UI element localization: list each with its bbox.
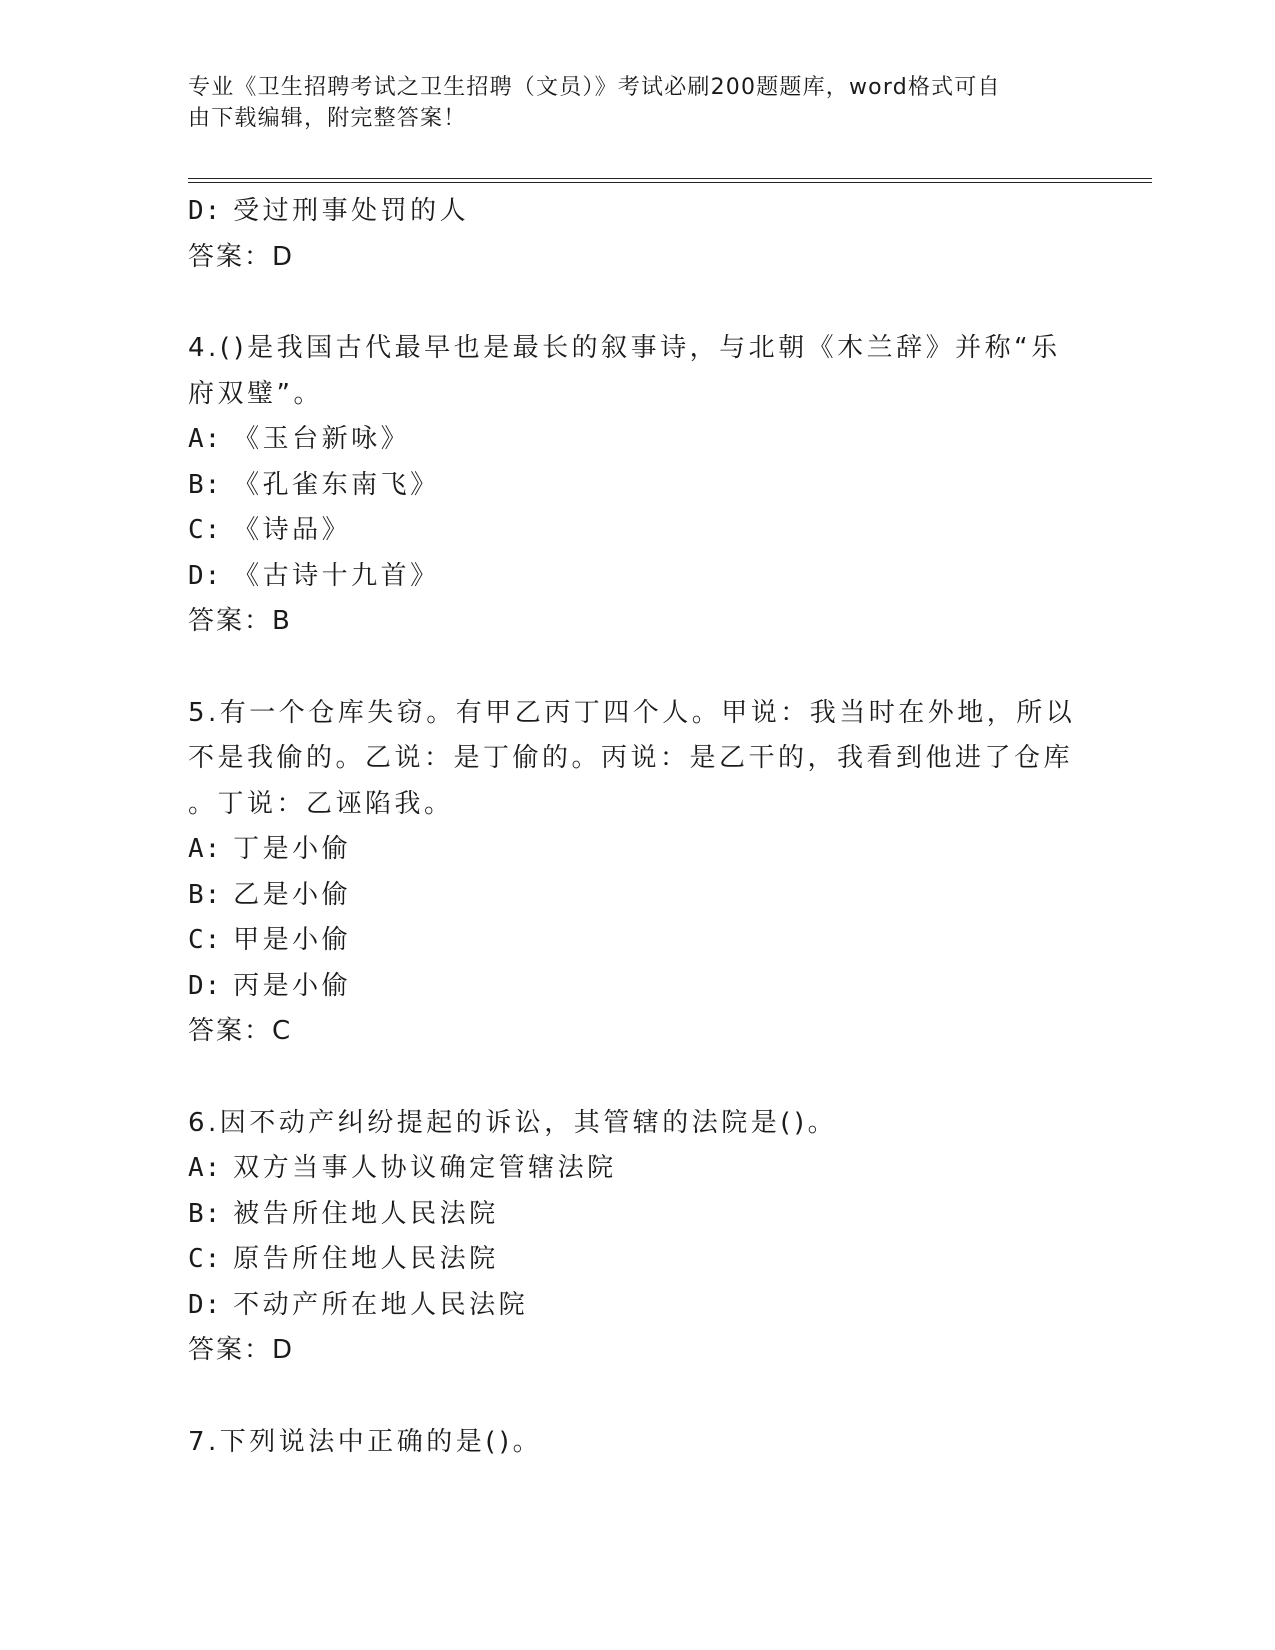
question-stem [188,691,1088,828]
spacer [188,1374,1088,1420]
question-3-tail [188,189,1088,280]
spacer [188,280,1088,326]
option-a [188,417,1088,463]
option-d [188,554,1088,600]
option-c [188,1237,1088,1283]
stem-line: 7.下列说法中正确的是()。 [188,1426,543,1457]
stem-line: 府双璧”。 [188,378,323,409]
option-a [188,827,1088,873]
answer-line: 答案：D [188,1335,295,1365]
stem-line: 6.因不动产纠纷提起的诉讼，其管辖的法院是()。 [188,1107,838,1138]
option-b [188,1192,1088,1238]
option-a [188,1146,1088,1192]
option-text: 丁是小偷 [233,834,352,864]
option-d [188,964,1088,1010]
option-b [188,463,1088,509]
header-divider-top [188,178,1152,179]
answer-line: 答案：D [188,241,295,272]
option-text: 丙是小偷 [233,970,352,1001]
stem-line: 不是我偷的。乙说：是丁偷的。丙说：是乙干的，我看到他进了仓库 [188,743,1074,773]
stem-line: 。丁说：乙诬陷我。 [188,788,454,819]
option-text: 甲是小偷 [233,925,352,955]
question-7 [188,1420,1088,1466]
question-5 [188,691,1088,1055]
spacer [188,645,1088,691]
option-text: 《孔雀东南飞》 [233,469,440,500]
option-key: D: [188,560,222,591]
stem-line: 5.有一个仓库失窃。有甲乙丙丁四个人。甲说：我当时在外地，所以 [188,697,1076,728]
option-text: 双方当事人协议确定管辖法院 [233,1153,617,1183]
option-text: 乙是小偷 [233,879,352,910]
option-d [188,1283,1088,1329]
question-4 [188,326,1088,645]
option-text: 《古诗十九首》 [233,560,440,591]
option-text: 《玉台新咏》 [233,424,411,454]
option-key: B: [188,1198,222,1229]
question-list [188,189,1088,1465]
option-text: 不动产所在地人民法院 [233,1289,529,1320]
option-key: C: [188,925,222,955]
answer-line: 答案：B [188,606,292,636]
option-c [188,918,1088,964]
document-header [188,72,1068,134]
option-key: C: [188,1244,222,1274]
option-c [188,508,1088,554]
question-6 [188,1101,1088,1374]
stem-line: 4.()是我国古代最早也是最长的叙事诗，与北朝《木兰辞》并称“乐 [188,333,1061,363]
question-stem [188,1101,1088,1147]
option-key: A: [188,424,222,454]
option-key: B: [188,879,222,910]
header-divider-bottom [188,182,1152,183]
option-text: 被告所住地人民法院 [233,1198,499,1229]
option-text: 《诗品》 [233,515,352,545]
option-key: D: [188,196,222,226]
option-d [188,189,1088,235]
question-stem [188,1420,1088,1466]
spacer [188,1055,1088,1101]
option-text: 原告所住地人民法院 [233,1244,499,1274]
option-key: D: [188,1289,222,1320]
question-stem [188,326,1088,417]
option-key: D: [188,970,222,1001]
header-line-2: 由下载编辑，附完整答案！ [188,106,467,131]
option-key: A: [188,834,222,864]
header-line-1: 专业《卫生招聘考试之卫生招聘（文员）》考试必刷200题题库，word格式可自 [188,75,1001,100]
option-text: 受过刑事处罚的人 [233,196,470,226]
option-key: C: [188,515,222,545]
option-key: B: [188,469,222,500]
option-key: A: [188,1153,222,1183]
option-b [188,873,1088,919]
answer-line: 答案：C [188,1016,293,1046]
